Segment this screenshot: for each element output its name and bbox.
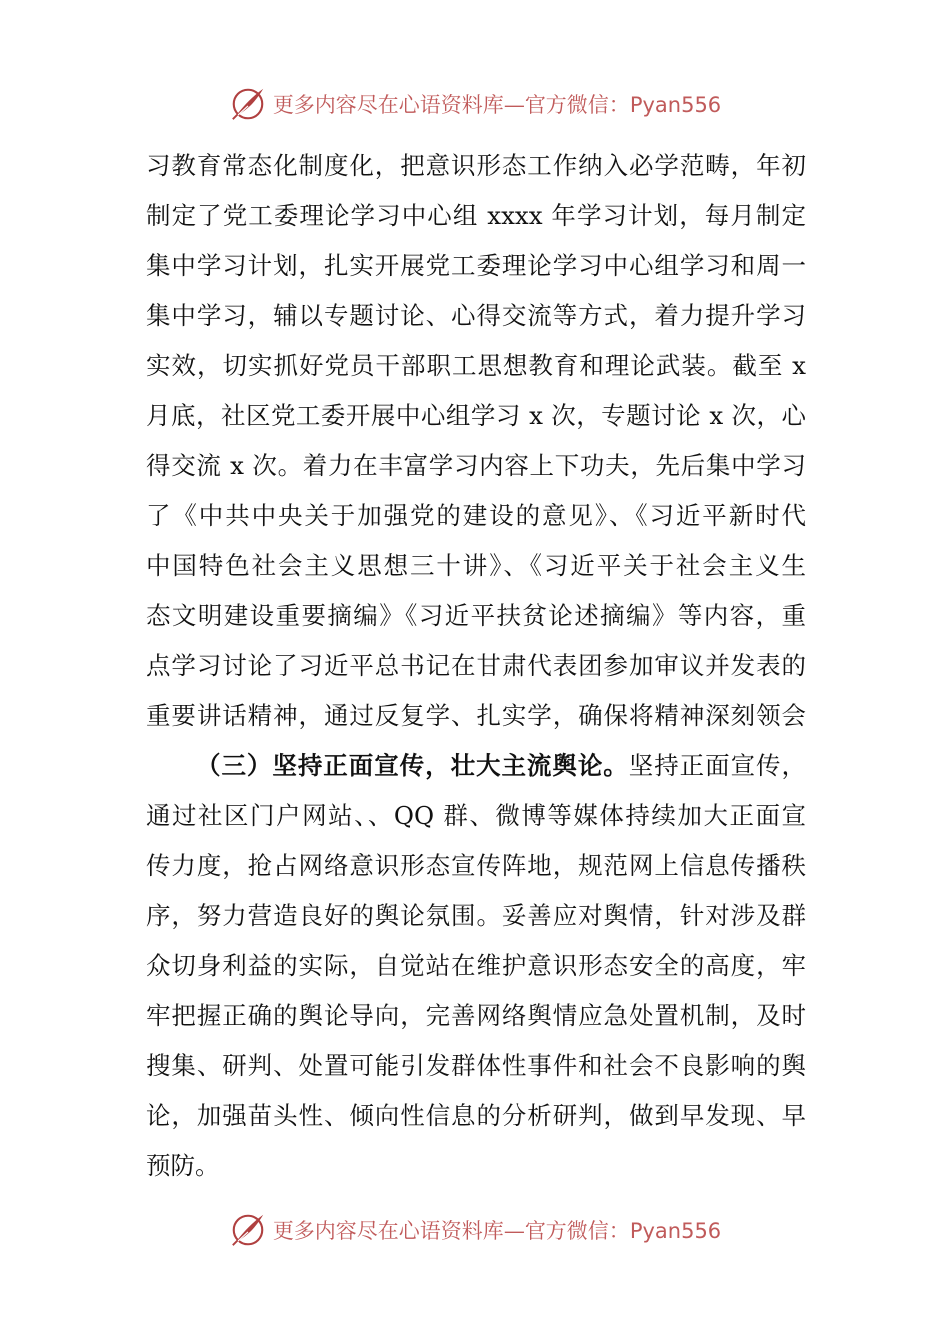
section-first-line-rest: 坚持正面宣传， [628, 751, 807, 780]
header-dash: — [503, 93, 525, 117]
body-line: 得交流 x 次。着力在丰富学习内容上下功夫，先后集中学习 [146, 451, 806, 480]
body-line: 了《中共中央关于加强党的建设的意见》、《习近平新时代 [146, 501, 806, 530]
body-line: 集中学习计划，扎实开展党工委理论学习中心组学习和周一 [146, 251, 806, 280]
quill-pen-logo-icon [229, 85, 267, 123]
body-line: 制定了党工委理论学习中心组 xxxx 年学习计划，每月制定 [146, 201, 806, 230]
footer-wechat-id: Pyan556 [629, 1219, 722, 1243]
body-line: 习教育常态化制度化，把意识形态工作纳入必学范畴，年初 [146, 151, 806, 180]
body-line: 中国特色社会主义思想三十讲》、《习近平关于社会主义生 [146, 551, 806, 580]
header-banner-text [273, 89, 721, 119]
body-line: 序，努力营造良好的舆论氛围。妥善应对舆情，针对涉及群 [146, 901, 806, 930]
footer-dash: — [503, 1219, 525, 1243]
section-first-line [196, 746, 806, 786]
section-heading: （三）坚持正面宣传，壮大主流舆论。 [196, 751, 629, 780]
body-line: 月底，社区党工委开展中心组学习 x 次，专题讨论 x 次，心 [146, 401, 806, 430]
body-line: 集中学习，辅以专题讨论、心得交流等方式，着力提升学习 [146, 301, 806, 330]
body-line: 实效，切实抓好党员干部职工思想教育和理论武装。截至 x [146, 351, 806, 380]
body-line: 搜集、研判、处置可能引发群体性事件和社会不良影响的舆 [146, 1051, 806, 1080]
body-line: 众切身利益的实际，自觉站在维护意识形态安全的高度，牢 [146, 951, 806, 980]
body-line: 重要讲话精神，通过反复学、扎实学，确保将精神深刻领会 [146, 701, 806, 730]
document-body [146, 146, 810, 1186]
header-banner [0, 82, 950, 126]
header-wechat-id: Pyan556 [629, 93, 722, 117]
header-site-text: 更多内容尽在心语资料库 [272, 93, 504, 117]
footer-site-text: 更多内容尽在心语资料库 [272, 1219, 504, 1243]
header-wechat-label: 官方微信： [524, 93, 630, 117]
header-banner-inner [229, 85, 721, 123]
footer-banner [0, 1208, 950, 1252]
body-line: 传力度，抢占网络意识形态宣传阵地，规范网上信息传播秩 [146, 851, 806, 880]
body-line: 论，加强苗头性、倾向性信息的分析研判，做到早发现、早 [146, 1101, 806, 1130]
body-line-last: 预防。 [146, 1151, 220, 1180]
footer-banner-inner [229, 1211, 721, 1249]
body-line: 牢把握正确的舆论导向，完善网络舆情应急处置机制，及时 [146, 1001, 806, 1030]
quill-pen-logo-icon [229, 1211, 267, 1249]
footer-wechat-label: 官方微信： [524, 1219, 630, 1243]
footer-banner-text [273, 1215, 721, 1245]
body-line: 点学习讨论了习近平总书记在甘肃代表团参加审议并发表的 [146, 651, 806, 680]
body-line: 态文明建设重要摘编》《习近平扶贫论述摘编》等内容，重 [146, 601, 806, 630]
body-line: 通过社区门户网站、、QQ 群、微博等媒体持续加大正面宣 [146, 801, 806, 830]
